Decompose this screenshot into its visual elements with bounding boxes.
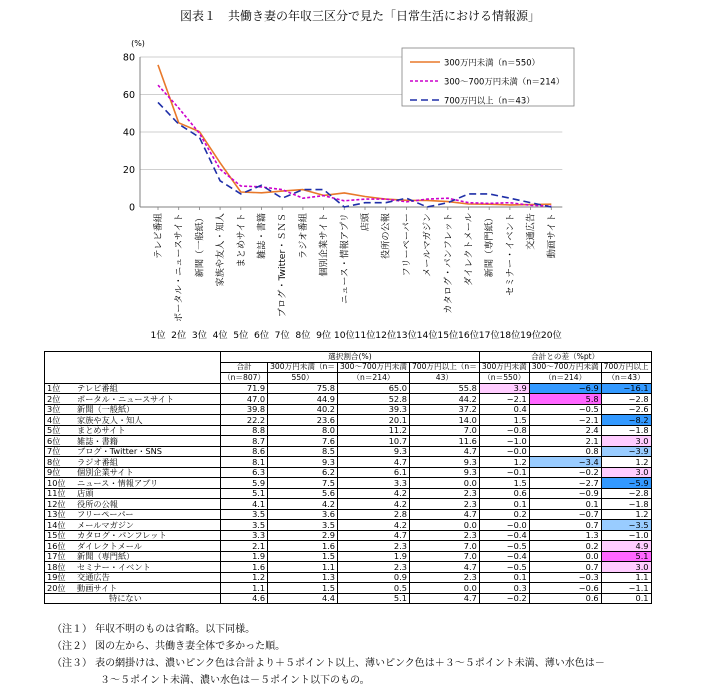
- cell-total: 1.1: [221, 583, 268, 594]
- cell-b: 4.2: [337, 488, 409, 499]
- cell-a: 2.9: [268, 530, 338, 541]
- cell-c: 4.7: [409, 446, 479, 457]
- legend-label: 300～700万円未満（n＝214）: [444, 76, 565, 87]
- rank-label: 2位: [171, 330, 187, 341]
- header-d3: 700万円以上: [601, 362, 651, 373]
- figure-title: 図表１ 共働き妻の年収三区分で見た「日常生活における情報源」: [179, 9, 540, 23]
- x-category-label: フリーペーパー: [401, 213, 413, 277]
- cell-da: −0.4: [479, 530, 529, 541]
- cell-da: −0.5: [479, 562, 529, 573]
- table-row: [45, 446, 652, 457]
- table-row: [45, 488, 652, 499]
- cell-da: −0.4: [479, 551, 529, 562]
- cell-c: 0.0: [409, 478, 479, 489]
- cell-db: 0.6: [529, 593, 601, 604]
- row-rank: 10位: [45, 478, 76, 489]
- rank-label: 6位: [253, 330, 270, 341]
- cell-b: 2.8: [337, 509, 409, 520]
- table-row: [45, 457, 652, 468]
- cell-dc: −1.0: [601, 530, 651, 541]
- cell-c: 9.3: [409, 467, 479, 478]
- y-tick-label: 80: [122, 52, 135, 64]
- row-rank: 13位: [45, 509, 76, 520]
- legend: [402, 48, 574, 106]
- cell-da: 0.2: [479, 509, 529, 520]
- cell-db: 2.4: [529, 425, 601, 436]
- row-item: 家族や友人・知人: [75, 415, 221, 426]
- cell-b: 10.7: [337, 436, 409, 447]
- cell-b: 0.9: [337, 572, 409, 583]
- cell-dc: −1.8: [601, 499, 651, 510]
- cell-db: −0.2: [529, 467, 601, 478]
- cell-db: 0.0: [529, 551, 601, 562]
- cell-dc: 0.1: [601, 593, 651, 604]
- x-category-label: 雑誌・書籍: [256, 213, 268, 259]
- row-item: ダイレクトメール: [75, 541, 221, 552]
- cell-a: 9.3: [268, 457, 338, 468]
- table-row: [45, 425, 652, 436]
- rank-label: 3位: [191, 330, 207, 341]
- data-table: [44, 351, 652, 604]
- row-item: 雑誌・書籍: [75, 436, 221, 447]
- cell-c: 0.0: [409, 520, 479, 531]
- row-item: ブログ・Twitter・SNS: [75, 446, 221, 457]
- cell-b: 52.8: [337, 394, 409, 405]
- table-body: [45, 383, 652, 604]
- notes: [52, 621, 605, 689]
- cell-a: 1.6: [268, 541, 338, 552]
- cell-total: 3.5: [221, 509, 268, 520]
- row-rank: 4位: [45, 415, 76, 426]
- cell-b: 4.2: [337, 499, 409, 510]
- cell-total: 1.2: [221, 572, 268, 583]
- row-item: 新聞（専門紙）: [75, 551, 221, 562]
- cell-c: 4.7: [409, 509, 479, 520]
- cell-c: 9.3: [409, 457, 479, 468]
- cell-dc: −8.2: [601, 415, 651, 426]
- x-category-label: まとめサイト: [235, 212, 247, 268]
- table-row: [45, 541, 652, 552]
- row-item: 個別企業サイト: [75, 467, 221, 478]
- x-category-label: 新聞（一般紙）: [194, 213, 206, 278]
- row-rank: 14位: [45, 520, 76, 531]
- cell-b: 2.3: [337, 562, 409, 573]
- header-d3-n: （n＝43）: [601, 373, 651, 384]
- rank-label: 8位: [295, 330, 311, 341]
- row-item: ポータル・ニュースサイト: [75, 394, 221, 405]
- header-s2: 300～700万円未満: [337, 362, 409, 373]
- cell-db: −0.7: [529, 509, 601, 520]
- x-category-label: テレビ番組: [153, 213, 164, 259]
- cell-c: 4.7: [409, 562, 479, 573]
- note-3: （注３） 表の網掛けは、濃いピンク色は合計より＋５ポイント以上、薄いピンク色は＋３～５ポイント未満、薄い水色は－: [52, 658, 605, 669]
- cell-total: 4.6: [221, 593, 268, 604]
- table-row: [45, 562, 652, 573]
- cell-da: −0.8: [479, 425, 529, 436]
- header-d2: 300～700万円未満: [529, 362, 601, 373]
- cell-da: −0.0: [479, 520, 529, 531]
- cell-a: 6.2: [268, 467, 338, 478]
- header-total-n: （n＝807）: [221, 373, 268, 384]
- cell-dc: 3.0: [601, 436, 651, 447]
- cell-c: 11.6: [409, 436, 479, 447]
- cell-c: 7.0: [409, 425, 479, 436]
- cell-total: 1.6: [221, 562, 268, 573]
- header-d1: 300万円未満: [479, 362, 529, 373]
- note-2: （注２） 図の左から、共働き妻全体で多かった順。: [52, 641, 286, 652]
- cell-da: 0.6: [479, 488, 529, 499]
- cell-a: 7.6: [268, 436, 338, 447]
- cell-b: 20.1: [337, 415, 409, 426]
- data-table-wrap: [44, 351, 652, 604]
- table-row: [45, 467, 652, 478]
- rank-label: 18位: [499, 330, 521, 341]
- cell-dc: −2.8: [601, 394, 651, 405]
- row-rank: 5位: [45, 425, 76, 436]
- rank-label: 7位: [274, 330, 290, 341]
- cell-total: 3.5: [221, 520, 268, 531]
- row-item: セミナー・イベント: [75, 562, 221, 573]
- table-row: [45, 383, 652, 394]
- cell-b: 1.9: [337, 551, 409, 562]
- row-item: 動画サイト: [75, 583, 221, 594]
- rank-label: 16位: [458, 330, 479, 341]
- table-row: [45, 478, 652, 489]
- cell-a: 4.4: [268, 593, 338, 604]
- cell-b: 11.2: [337, 425, 409, 436]
- header-total: 合計: [221, 362, 268, 373]
- table-row: [45, 404, 652, 415]
- table-row: [45, 509, 652, 520]
- row-rank: 17位: [45, 551, 76, 562]
- cell-total: 8.7: [221, 436, 268, 447]
- cell-dc: −3.5: [601, 520, 651, 531]
- cell-dc: −1.1: [601, 583, 651, 594]
- header-s3-n: 43）: [409, 373, 479, 384]
- rank-label: 9位: [316, 330, 332, 341]
- cell-a: 40.2: [268, 404, 338, 415]
- rank-label: 14位: [416, 330, 438, 341]
- cell-a: 8.0: [268, 425, 338, 436]
- x-category-labels: [152, 212, 557, 322]
- rank-label: 1位: [150, 330, 166, 341]
- row-rank: 16位: [45, 541, 76, 552]
- cell-b: 0.5: [337, 583, 409, 594]
- rank-label: 19位: [520, 330, 542, 341]
- table-row: [45, 551, 652, 562]
- row-item: メールマガジン: [75, 520, 221, 531]
- row-rank: 3位: [45, 404, 76, 415]
- x-category-label: 店頭: [360, 213, 371, 232]
- rank-label: 10位: [333, 330, 355, 341]
- cell-b: 4.2: [337, 520, 409, 531]
- note-1: （注１） 年収不明のものは省略。以下同様。: [52, 624, 256, 635]
- cell-a: 75.8: [268, 383, 338, 394]
- cell-total: 8.8: [221, 425, 268, 436]
- cell-b: 3.3: [337, 478, 409, 489]
- rank-label: 4位: [212, 330, 228, 341]
- cell-c: 44.2: [409, 394, 479, 405]
- cell-dc: 3.0: [601, 562, 651, 573]
- header-d2-n: （n＝214）: [529, 373, 601, 384]
- cell-c: 2.3: [409, 572, 479, 583]
- cell-a: 1.3: [268, 572, 338, 583]
- row-item: まとめサイト: [75, 425, 221, 436]
- cell-da: −1.0: [479, 436, 529, 447]
- header-selection-rate: 選択割合(%): [221, 352, 480, 363]
- cell-a: 1.5: [268, 583, 338, 594]
- cell-db: 2.1: [529, 436, 601, 447]
- x-category-label: セミナー・イベント: [504, 213, 516, 296]
- table-row: [45, 583, 652, 594]
- row-rank: [45, 593, 76, 604]
- cell-a: 1.5: [268, 551, 338, 562]
- header-s1: 300万円未満（n＝: [268, 362, 338, 373]
- rank-label: 13位: [395, 330, 417, 341]
- cell-c: 55.8: [409, 383, 479, 394]
- row-rank: 15位: [45, 530, 76, 541]
- cell-total: 4.1: [221, 499, 268, 510]
- cell-db: 0.2: [529, 541, 601, 552]
- cell-total: 22.2: [221, 415, 268, 426]
- cell-da: −0.5: [479, 541, 529, 552]
- row-item: 交通広告: [75, 572, 221, 583]
- table-row: [45, 530, 652, 541]
- cell-db: 0.8: [529, 446, 601, 457]
- cell-total: 6.3: [221, 467, 268, 478]
- cell-dc: −1.8: [601, 425, 651, 436]
- row-rank: 7位: [45, 446, 76, 457]
- cell-db: −0.6: [529, 583, 601, 594]
- x-category-label: ラジオ番組: [297, 213, 309, 259]
- x-category-label: 交通広告: [525, 213, 537, 250]
- table-row: [45, 415, 652, 426]
- table-row: [45, 520, 652, 531]
- row-rank: 20位: [45, 583, 76, 594]
- cell-db: −0.3: [529, 572, 601, 583]
- x-category-label: メールマガジン: [422, 213, 434, 277]
- cell-da: 0.1: [479, 499, 529, 510]
- y-tick-label: 20: [122, 165, 135, 176]
- cell-c: 4.7: [409, 593, 479, 604]
- cell-a: 44.9: [268, 394, 338, 405]
- header-diff: 合計との差（%pt）: [479, 352, 651, 363]
- legend-label: 700万円以上（n＝43）: [444, 95, 535, 106]
- cell-c: 14.0: [409, 415, 479, 426]
- cell-dc: −3.9: [601, 446, 651, 457]
- x-category-label: ニュース・情報アプリ: [339, 213, 351, 305]
- row-rank: 1位: [45, 383, 76, 394]
- cell-dc: −5.9: [601, 478, 651, 489]
- cell-b: 39.3: [337, 404, 409, 415]
- cell-db: −0.5: [529, 404, 601, 415]
- x-rank-labels: [150, 329, 561, 341]
- cell-db: −2.7: [529, 478, 601, 489]
- cell-a: 8.5: [268, 446, 338, 457]
- cell-da: 3.9: [479, 383, 529, 394]
- x-category-label: ダイレクトメール: [463, 213, 475, 286]
- x-category-label: 家族や友人・知人: [215, 213, 227, 287]
- cell-da: −2.1: [479, 394, 529, 405]
- row-item: ニュース・情報アプリ: [75, 478, 221, 489]
- row-rank: 12位: [45, 499, 76, 510]
- cell-a: 1.1: [268, 562, 338, 573]
- x-category-label: カタログ・パンフレット: [442, 213, 454, 314]
- cell-da: 1.5: [479, 478, 529, 489]
- table-row: [45, 593, 652, 604]
- table-row: [45, 394, 652, 405]
- row-item: 店頭: [75, 488, 221, 499]
- rank-label: 12位: [375, 330, 397, 341]
- cell-b: 4.7: [337, 530, 409, 541]
- row-item: ラジオ番組: [75, 457, 221, 468]
- row-item: フリーペーパー: [75, 509, 221, 520]
- x-category-label: 動画サイト: [546, 213, 558, 259]
- cell-db: 5.8: [529, 394, 601, 405]
- rank-label: 11位: [354, 330, 376, 341]
- table-corner: [45, 352, 221, 384]
- row-rank: 19位: [45, 572, 76, 583]
- cell-db: −0.9: [529, 488, 601, 499]
- x-category-label: ブログ・Twitter・ＳＮＳ: [277, 213, 289, 318]
- cell-da: 1.5: [479, 415, 529, 426]
- cell-total: 39.8: [221, 404, 268, 415]
- row-rank: 8位: [45, 457, 76, 468]
- cell-total: 3.3: [221, 530, 268, 541]
- rank-label: 17位: [478, 330, 500, 341]
- cell-c: 2.3: [409, 488, 479, 499]
- row-rank: 6位: [45, 436, 76, 447]
- cell-total: 5.1: [221, 488, 268, 499]
- cell-dc: −2.6: [601, 404, 651, 415]
- cell-dc: 3.0: [601, 467, 651, 478]
- row-rank: 18位: [45, 562, 76, 573]
- y-tick-labels: [123, 39, 145, 214]
- cell-total: 2.1: [221, 541, 268, 552]
- cell-db: −2.1: [529, 415, 601, 426]
- cell-da: 1.2: [479, 457, 529, 468]
- y-tick-label: 40: [122, 127, 135, 139]
- x-category-label: 役所の公報: [380, 213, 392, 259]
- cell-dc: 1.2: [601, 509, 651, 520]
- row-item: 特にない: [75, 593, 221, 604]
- cell-total: 8.1: [221, 457, 268, 468]
- cell-da: −0.0: [479, 446, 529, 457]
- rank-label: 5位: [233, 330, 249, 341]
- cell-total: 8.6: [221, 446, 268, 457]
- rank-label: 20位: [540, 330, 562, 341]
- note-3-cont: ３～５ポイント未満、濃い水色は－５ポイント以下のもの。: [100, 675, 370, 686]
- y-tick-label: 0: [128, 202, 135, 214]
- cell-b: 5.1: [337, 593, 409, 604]
- cell-db: −3.4: [529, 457, 601, 468]
- row-item: カタログ・パンフレット: [75, 530, 221, 541]
- cell-dc: 4.9: [601, 541, 651, 552]
- cell-da: −0.1: [479, 467, 529, 478]
- cell-c: 7.0: [409, 541, 479, 552]
- cell-total: 71.9: [221, 383, 268, 394]
- cell-a: 3.5: [268, 520, 338, 531]
- header-d1-n: （n＝550）: [479, 373, 529, 384]
- cell-b: 4.7: [337, 457, 409, 468]
- cell-dc: −16.1: [601, 383, 651, 394]
- table-row: [45, 436, 652, 447]
- y-axis-label: (%): [131, 39, 145, 48]
- cell-total: 5.9: [221, 478, 268, 489]
- cell-da: 0.3: [479, 583, 529, 594]
- table-row: [45, 499, 652, 510]
- x-category-label: 新聞（専門紙）: [484, 213, 496, 278]
- cell-a: 4.2: [268, 499, 338, 510]
- cell-db: 0.1: [529, 499, 601, 510]
- cell-total: 47.0: [221, 394, 268, 405]
- header-s2-n: （n＝214）: [337, 373, 409, 384]
- cell-b: 9.3: [337, 446, 409, 457]
- rank-label: 15位: [437, 330, 459, 341]
- cell-da: 0.4: [479, 404, 529, 415]
- cell-db: 1.3: [529, 530, 601, 541]
- row-item: テレビ番組: [75, 383, 221, 394]
- cell-c: 0.0: [409, 583, 479, 594]
- x-category-label: 個別企業サイト: [318, 213, 330, 277]
- cell-db: 0.7: [529, 520, 601, 531]
- row-rank: 2位: [45, 394, 76, 405]
- cell-b: 65.0: [337, 383, 409, 394]
- row-item: 役所の公報: [75, 499, 221, 510]
- cell-dc: 1.1: [601, 572, 651, 583]
- table-row: [45, 572, 652, 583]
- cell-c: 37.2: [409, 404, 479, 415]
- cell-c: 2.3: [409, 499, 479, 510]
- cell-da: −0.2: [479, 593, 529, 604]
- x-category-label: ポータル・ニュースサイト: [173, 213, 185, 322]
- cell-a: 5.6: [268, 488, 338, 499]
- cell-a: 7.5: [268, 478, 338, 489]
- cell-c: 2.3: [409, 530, 479, 541]
- cell-dc: −2.8: [601, 488, 651, 499]
- cell-dc: 5.1: [601, 551, 651, 562]
- cell-dc: 1.2: [601, 457, 651, 468]
- cell-db: −6.9: [529, 383, 601, 394]
- cell-total: 1.9: [221, 551, 268, 562]
- header-s3: 700万円以上（n＝: [409, 362, 479, 373]
- row-rank: 11位: [45, 488, 76, 499]
- cell-db: 0.7: [529, 562, 601, 573]
- series-line: [158, 102, 551, 207]
- row-item: 新聞（一般紙）: [75, 404, 221, 415]
- header-s1-n: 550）: [268, 373, 338, 384]
- cell-a: 3.6: [268, 509, 338, 520]
- y-tick-label: 60: [122, 90, 135, 101]
- legend-label: 300万円未満（n＝550）: [444, 57, 540, 68]
- cell-b: 2.3: [337, 541, 409, 552]
- cell-c: 7.0: [409, 551, 479, 562]
- cell-b: 6.1: [337, 467, 409, 478]
- row-rank: 9位: [45, 467, 76, 478]
- cell-a: 23.6: [268, 415, 338, 426]
- cell-da: 0.1: [479, 572, 529, 583]
